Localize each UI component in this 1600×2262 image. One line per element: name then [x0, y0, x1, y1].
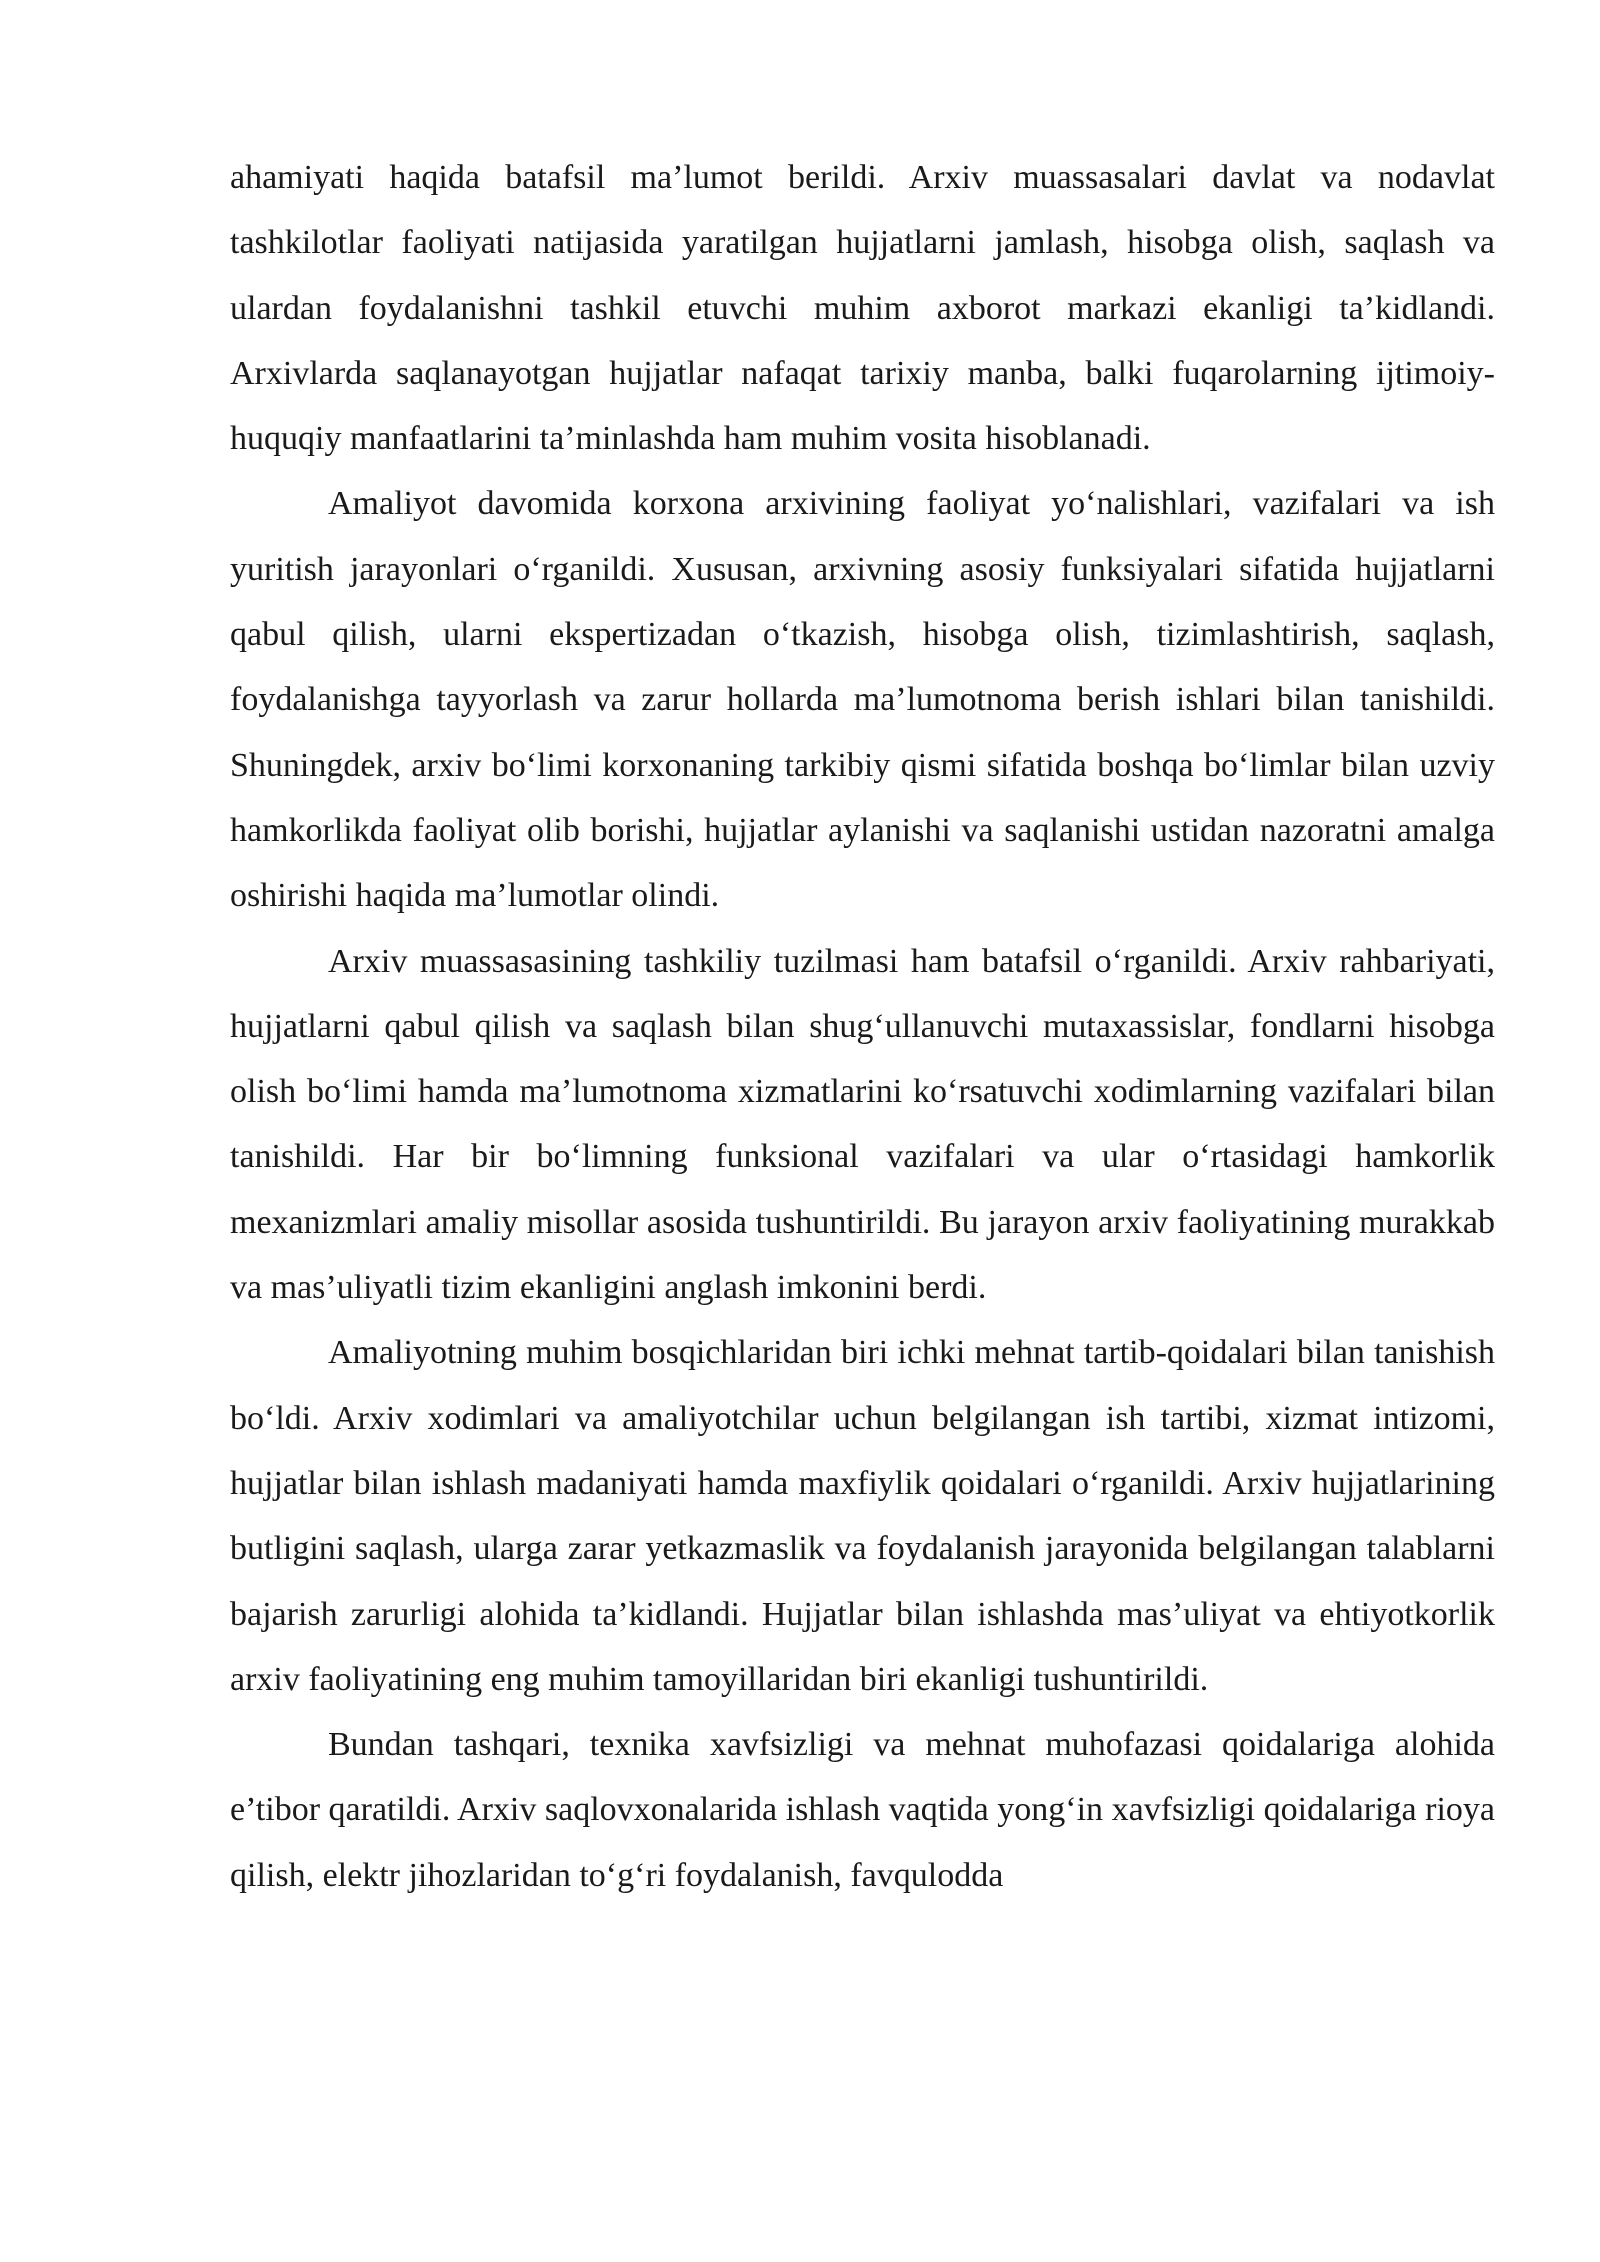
paragraph-safety-rules: Bundan tashqari, texnika xavfsizligi va mehnat muhofazasi qoidalariga alohida e’tibor qaratildi. Arxiv saqlovxonalarida ishlash vaqtida yong‘in xavfsizligi qoidalariga rioya qilish, elektr jihozlaridan to‘g‘ri foydalanish, favqulodda — [230, 1726, 1495, 1894]
paragraph-continuation: ahamiyati haqida batafsil ma’lumot berildi. Arxiv muassasalari davlat va nodavlat tashkilotlar faoliyati natijasida yaratilgan hujjatlarni jamlash, hisobga olish, saqlash va ulardan foydalanishni tashkil etuvchi muhim axborot markazi ekanligi ta’kidlandi. Arxivlarda saqlanayotgan hujjatlar nafaqat tarixiy manba, balki fuqarolarning ijtimoiy-huquqiy manfaatlarini ta’minlashda ham muhim vosita hisoblanadi. — [230, 159, 1495, 458]
paragraph-organizational-structure: Arxiv muassasasining tashkiliy tuzilmasi ham batafsil o‘rganildi. Arxiv rahbariyati, hujjatlarni qabul qilish va saqlash bilan shug‘ullanuvchi mutaxassislar, fondlarni hisobga olish bo‘limi hamda ma’lumotnoma xizmatlarini ko‘rsatuvchi xodimlarning vazifalari bilan tanishildi. Har bir bo‘limning funksional vazifalari va ular o‘rtasidagi hamkorlik mexanizmlari amaliy misollar asosida tushuntirildi. Bu jarayon arxiv faoliyatining murakkab va mas’uliyatli tizim ekanligini anglash imkonini berdi. — [230, 942, 1495, 1307]
paragraph-archive-activity: Amaliyot davomida korxona arxivining faoliyat yo‘nalishlari, vazifalari va ish yuritish jarayonlari o‘rganildi. Xususan, arxivning asosiy funksiyalari sifatida hujjatlarni qabul qilish, ularni ekspertizadan o‘tkazish, hisobga olish, tizimlashtirish, saqlash, foydalanishga tayyorlash va zarur hollarda ma’lumotnoma berish ishlari bilan tanishildi. Shuningdek, arxiv bo‘limi korxonaning tarkibiy qismi sifatida boshqa bo‘limlar bilan uzviy hamkorlikda faoliyat olib borishi, hujjatlar aylanishi va saqlanishi ustidan nazoratni amalga oshirishi haqida ma’lumotlar olindi. — [230, 485, 1495, 915]
document-body — [230, 145, 1495, 1908]
paragraph-internal-rules: Amaliyotning muhim bosqichlaridan biri ichki mehnat tartib-qoidalari bilan tanishish bo‘ldi. Arxiv xodimlari va amaliyotchilar uchun belgilangan ish tartibi, xizmat intizomi, hujjatlar bilan ishlash madaniyati hamda maxfiylik qoidalari o‘rganildi. Arxiv hujjatlarining butligini saqlash, ularga zarar yetkazmaslik va foydalanish jarayonida belgilangan talablarni bajarish zarurligi alohida ta’kidlandi. Hujjatlar bilan ishlashda mas’uliyat va ehtiyotkorlik arxiv faoliyatining eng muhim tamoyillaridan biri ekanligi tushuntirildi. — [230, 1334, 1495, 1698]
